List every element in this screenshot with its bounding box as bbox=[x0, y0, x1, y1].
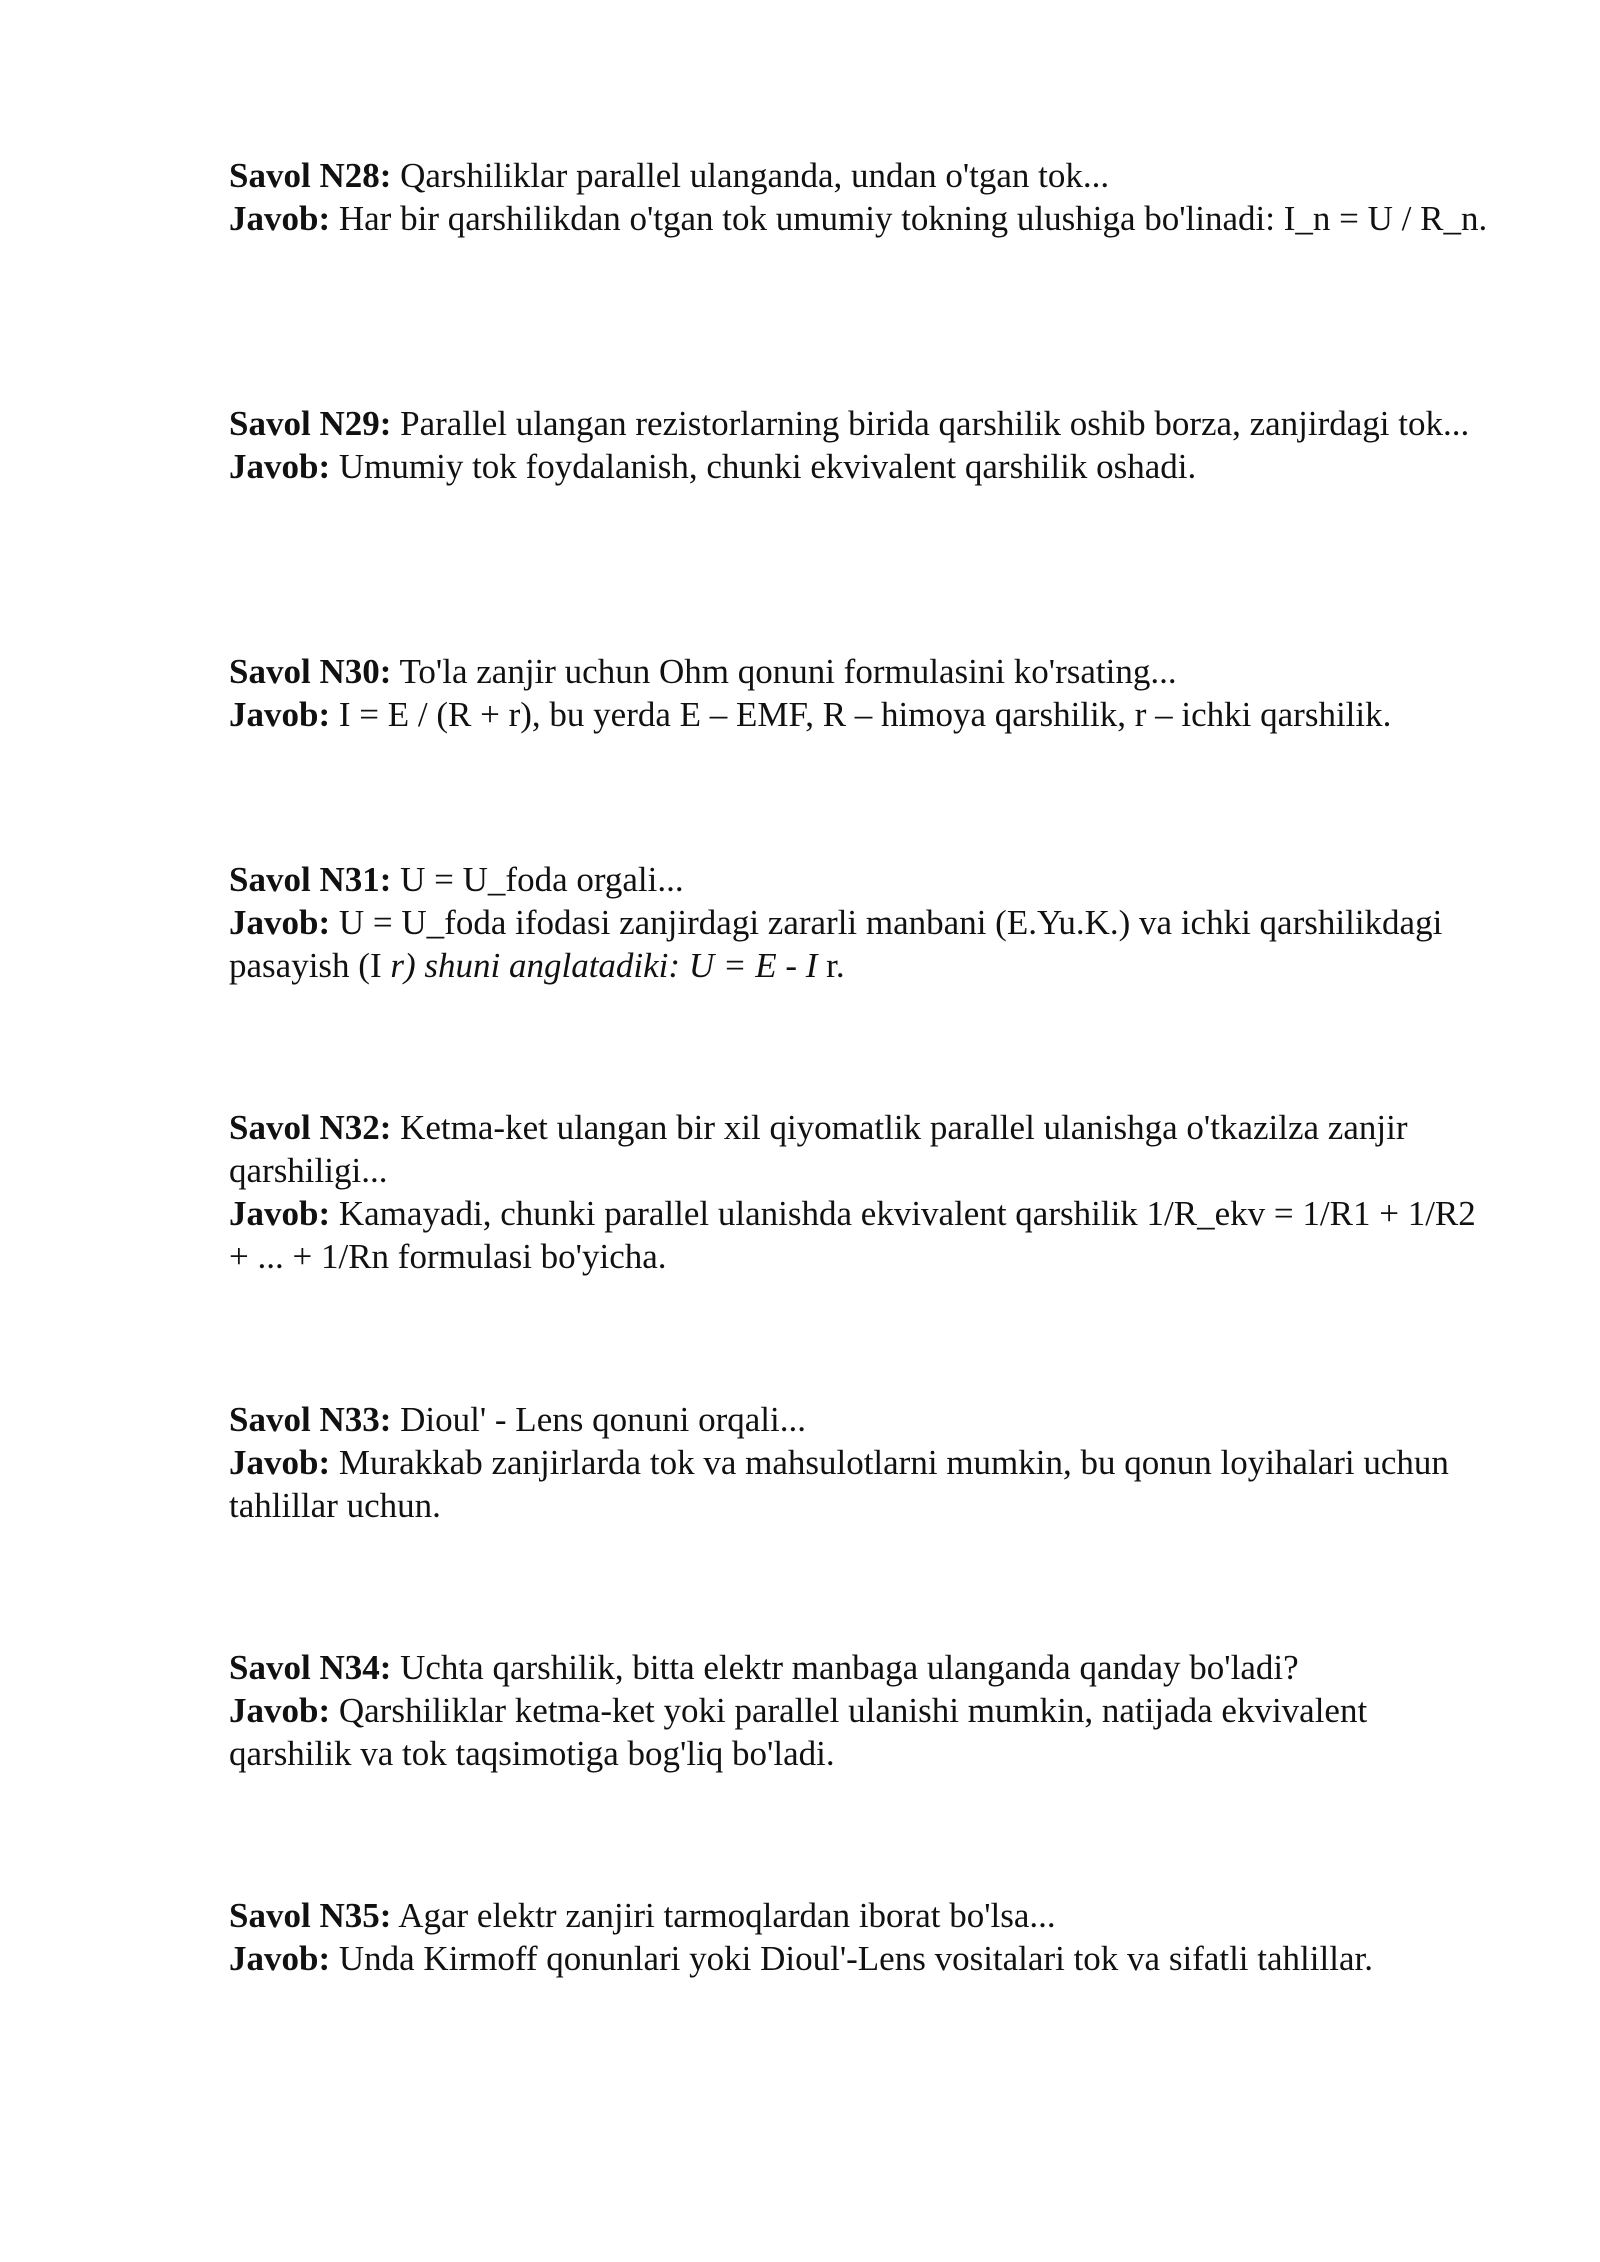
qa-item-33 bbox=[229, 1398, 1489, 1527]
answer-label: Javob: bbox=[229, 695, 331, 734]
qa-item-34 bbox=[229, 1646, 1489, 1775]
question bbox=[229, 1398, 1489, 1441]
answer-label: Javob: bbox=[229, 1939, 331, 1978]
question-text: Ketma-ket ulangan bir xil qiyomatlik parallel ulanishga o'tkazilza zanjir qarshiligi... bbox=[229, 1108, 1408, 1190]
answer-text: Qarshiliklar ketma-ket yoki parallel ulanishi mumkin, natijada ekvivalent qarshilik va tok taqsimotiga bog'liq bo'ladi. bbox=[229, 1691, 1368, 1773]
qa-item-28 bbox=[229, 154, 1489, 240]
answer-label: Javob: bbox=[229, 1194, 331, 1233]
answer-text-italic: r) shuni anglatadiki: U = E - I bbox=[390, 946, 818, 985]
question-text: U = U_foda orgali... bbox=[400, 860, 684, 899]
qa-item-29 bbox=[229, 402, 1489, 488]
question-label: Savol N29: bbox=[229, 404, 392, 443]
question-text: Parallel ulangan rezistorlarning birida qarshilik oshib borza, zanjirdagi tok... bbox=[400, 404, 1470, 443]
answer-label: Javob: bbox=[229, 1443, 331, 1482]
question bbox=[229, 650, 1529, 693]
question bbox=[229, 402, 1489, 445]
answer-label: Javob: bbox=[229, 447, 331, 486]
answer-text-part-3: r. bbox=[817, 946, 845, 985]
question-label: Savol N34: bbox=[229, 1648, 392, 1687]
question-label: Savol N30: bbox=[229, 652, 392, 691]
answer bbox=[229, 1441, 1489, 1527]
question-text: Agar elektr zanjiri tarmoqlardan iborat bo'lsa... bbox=[398, 1896, 1056, 1935]
answer-label: Javob: bbox=[229, 903, 331, 942]
qa-item-31 bbox=[229, 858, 1489, 987]
question bbox=[229, 154, 1489, 197]
answer bbox=[229, 1937, 1489, 1980]
question-label: Savol N33: bbox=[229, 1400, 392, 1439]
answer bbox=[229, 1192, 1489, 1278]
answer bbox=[229, 693, 1529, 736]
qa-item-35 bbox=[229, 1894, 1489, 1980]
answer bbox=[229, 901, 1489, 987]
question-text: Dioul' - Lens qonuni orqali... bbox=[400, 1400, 806, 1439]
question bbox=[229, 1106, 1489, 1192]
qa-item-30 bbox=[229, 650, 1529, 736]
answer-text: Unda Kirmoff qonunlari yoki Dioul'-Lens vositalari tok va sifatli tahlillar. bbox=[338, 1939, 1373, 1978]
answer bbox=[229, 197, 1489, 240]
answer-label: Javob: bbox=[229, 1691, 331, 1730]
answer-text-part-1: U = U_foda ifodasi zanjirdagi zararli manbani (E.Yu.K.) va ichki qarshilikdagi pasayish (I bbox=[229, 903, 1443, 985]
question bbox=[229, 1646, 1489, 1689]
question-text: Qarshiliklar parallel ulanganda, undan o'tgan tok... bbox=[400, 156, 1110, 195]
answer bbox=[229, 445, 1489, 488]
question-label: Savol N32: bbox=[229, 1108, 392, 1147]
question bbox=[229, 1894, 1489, 1937]
answer-text: Umumiy tok foydalanish, chunki ekvivalent qarshilik oshadi. bbox=[338, 447, 1197, 486]
answer-label: Javob: bbox=[229, 199, 331, 238]
answer-text: I = E / (R + r), bu yerda E – EMF, R – himoya qarshilik, r – ichki qarshilik. bbox=[338, 695, 1392, 734]
answer-text: Murakkab zanjirlarda tok va mahsulotlarni mumkin, bu qonun loyihalari uchun tahlillar uchun. bbox=[229, 1443, 1449, 1525]
answer bbox=[229, 1689, 1489, 1775]
question-label: Savol N35: bbox=[229, 1896, 392, 1935]
question-text: To'la zanjir uchun Ohm qonuni formulasini ko'rsating... bbox=[399, 652, 1177, 691]
answer-text: Kamayadi, chunki parallel ulanishda ekvivalent qarshilik 1/R_ekv = 1/R1 + 1/R2 + ... + 1/Rn formulasi bo'yicha. bbox=[229, 1194, 1476, 1276]
question-text: Uchta qarshilik, bitta elektr manbaga ulanganda qanday bo'ladi? bbox=[400, 1648, 1299, 1687]
question-label: Savol N31: bbox=[229, 860, 392, 899]
qa-item-32 bbox=[229, 1106, 1489, 1278]
answer-text: Har bir qarshilikdan o'tgan tok umumiy tokning ulushiga bo'linadi: I_n = U / R_n. bbox=[338, 199, 1488, 238]
question bbox=[229, 858, 1489, 901]
question-label: Savol N28: bbox=[229, 156, 392, 195]
